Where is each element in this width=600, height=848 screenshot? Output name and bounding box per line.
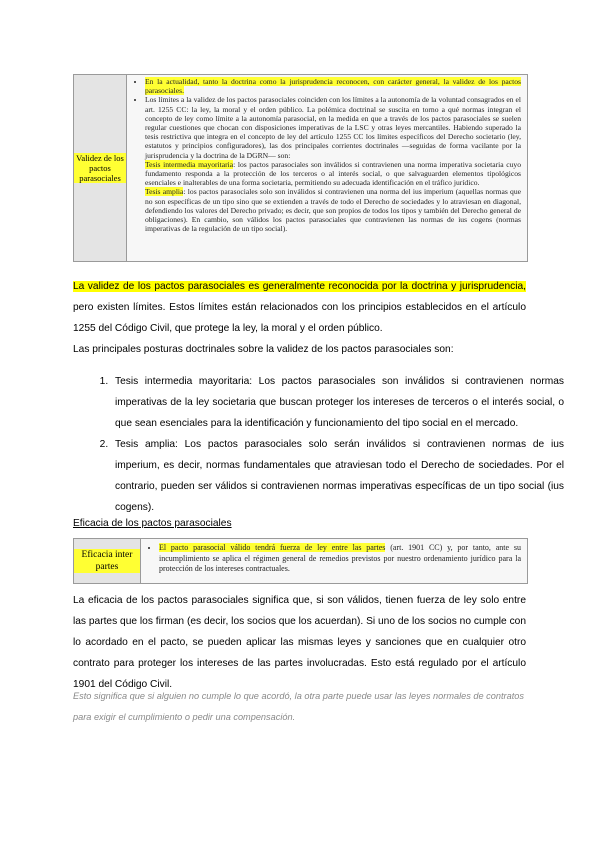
paragraph-eficacia: La eficacia de los pactos parasociales significa que, si son válidos, tienen fuerza de ley solo entre las partes que los firman (es decir, los socios que los acuerdan). Si uno de los socios no cumple con lo acordado en el pacto, se pueden aplicar las mismas leyes y sanciones que en cualquier otro contrato para proteger los intereses de las partes involucradas. Esto está regulado por el artículo 1901 del Código Civil.	[73, 595, 526, 690]
scan-bullet	[159, 543, 521, 575]
scan-label-cell	[74, 75, 127, 261]
paragraph-text: pero existen límites. Estos límites están relacionados con los principios establecidos en el artículo 1255 del Código Civil, que protege la ley, la moral y el orden público.	[73, 302, 526, 334]
list-item: 1. Tesis intermedia mayoritaria: Los pactos parasociales son inválidos si contravienen normas imperativas de la ley societaria que buscan proteger los intereses de terceros o el interés social, o que sean esenciales para la identificación y funcionamiento del tipo social en el mercado.	[111, 371, 564, 434]
paragraph-validez	[73, 276, 526, 339]
highlighted-text: Tesis amplia	[145, 187, 184, 197]
scanned-table-validez	[73, 74, 528, 262]
section-heading: Eficacia de los pactos parasociales	[73, 518, 232, 529]
highlighted-text: Tesis intermedia mayoritaria	[145, 159, 234, 169]
scan-label: Eficacia inter partes	[74, 549, 140, 573]
scan-bullet	[145, 77, 521, 95]
scan-text: : los pactos parasociales son inválidos si contravienen una norma imperativa societaria cuyo fundamento responda a la protección de los terceros o al interés social, o que salvaguarden elementos tipológicos esenciales e inalterables de una forma societaria, permitiendo su adecuada identificación en el tráfico jurídico.	[145, 159, 521, 188]
scan-content-cell	[127, 75, 527, 261]
highlighted-sentence: La validez de los pactos parasociales es generalmente reconocida por la doctrina y jurisprudencia,	[73, 281, 526, 292]
scan-label-cell	[74, 539, 141, 583]
explanatory-note: Esto significa que si alguien no cumple lo que acordó, la otra parte puede usar las leyes normales de contratos para exigir el cumplimiento o pedir una compensación.	[73, 691, 524, 722]
scan-text: : los pactos parasociales solo son inválidos si contravienen una norma del ius imperium (aquellas normas que no son específicas de un tipo sino que se extienden a través de todo el Derecho de sociedades y lo atraviesan en diagonal, defendiendo los valores del Derecho privado; es decir, que son propios de todos los tipos y también del Derecho general de obligaciones). En cambio, son válidos los pactos parasociales que contravienen las normas de ius cogens (normas imperativas de la regulación de un tipo social).	[145, 187, 522, 234]
scan-label: Validez de los pactos parasociales	[74, 153, 126, 183]
highlighted-text: En la actualidad, tanto la doctrina como la jurisprudencia reconocen, con carácter general, la validez de los pactos parasociales.	[145, 77, 521, 96]
scan-bullet	[145, 95, 521, 233]
scanned-table-eficacia	[73, 538, 528, 584]
scan-content-cell	[141, 539, 527, 583]
doctrinal-list	[73, 371, 564, 518]
paragraph-posturas: Las principales posturas doctrinales sobre la validez de los pactos parasociales son:	[73, 344, 454, 355]
scan-text: (art. 1901 CC) y, por tanto, ante su incumplimiento se aplica el régimen general de remedios previstos por nuestro ordenamiento jurídico para la protección de los intereses contractuales.	[159, 543, 522, 573]
scan-text: Los límites a la validez de los pactos parasociales coinciden con los límites a la autonomía de la voluntad consagrados en el art. 1255 CC: la ley, la moral y el orden público. La polémica doctrinal se suscita en torno a qué normas integran el concepto de ley como límite a la autonomía parasocial, en la medida en que a través de los pactos parasociales se suelen regular cuestiones que chocan con disposiciones imperativas de la LSC y otras leyes mercantiles. Habiendo superado la tesis restrictiva que integra en el concepto de ley del artículo 1255 CC los límites específicos del Derecho societario (ley, estatutos y principios configuradores), las dos principales corrientes doctrinales —seguidas de forma vacilante por la jurisprudencia y la doctrina de la DGRN— son:	[145, 95, 521, 160]
highlighted-text: El pacto parasocial válido tendrá fuerza de ley entre las partes	[159, 543, 386, 552]
list-item: 2. Tesis amplia: Los pactos parasociales solo serán inválidos si contravienen normas de ius imperium, es decir, normas fundamentales que atraviesan todo el Derecho de sociedades. Por el contrario, pueden ser válidos si contravienen normas imperativas específicas de un tipo social (ius cogens).	[111, 434, 564, 518]
